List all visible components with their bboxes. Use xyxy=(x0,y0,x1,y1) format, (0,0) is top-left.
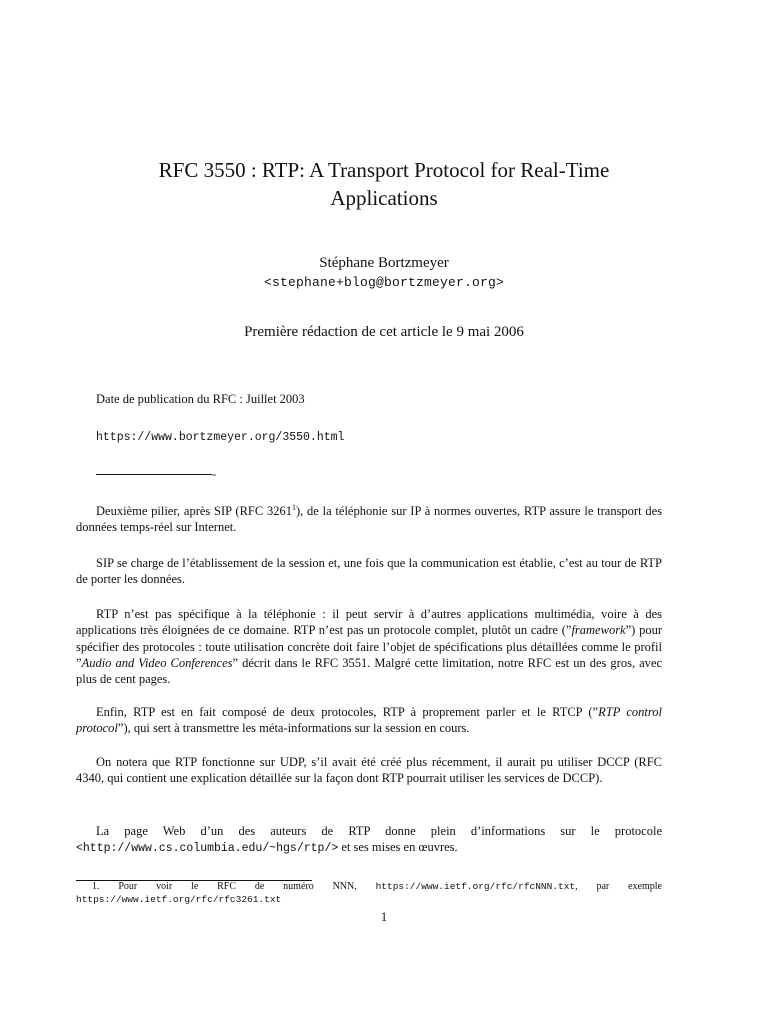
paragraph-text: RTP n’est pas spécifique à la téléphonie : il peut servir à d’autres applications multimédia, voire à des applications très éloignées de ce domaine. RTP n’est pas un protocole complet, plutôt un cadre (” xyxy=(76,607,662,638)
author-email[interactable]: <stephane+blog@bortzmeyer.org> xyxy=(263,275,505,290)
paragraph-text: et ses mises en œuvres. xyxy=(338,840,458,855)
separator-tail: - xyxy=(212,467,217,481)
author-name: Stéphane Bortzmeyer xyxy=(319,255,449,271)
title-line-2: Applications xyxy=(330,186,438,210)
footnote-ref[interactable]: 1 xyxy=(292,502,296,512)
paragraph-sip-rtp xyxy=(76,503,662,536)
paragraph-udp-dccp xyxy=(76,754,662,787)
paragraph-text: Deuxième pilier, après SIP (RFC 3261 xyxy=(96,504,292,518)
paragraph-text: ”), qui sert à transmettre les méta-informations sur la session en cours. xyxy=(117,721,470,736)
document-title xyxy=(90,156,678,212)
article-url-link[interactable]: https://www.bortzmeyer.org/3550.html xyxy=(96,431,345,444)
paragraph-web-page xyxy=(76,823,662,858)
footnote-number: 1. xyxy=(92,881,100,892)
paragraph-session xyxy=(76,555,662,588)
footnote xyxy=(76,880,662,906)
italic-term-framework: framework xyxy=(571,623,626,638)
rtp-page-link[interactable]: <http://www.cs.columbia.edu/~hgs/rtp/> xyxy=(76,842,339,856)
paragraph-text: La page Web d’un des auteurs de RTP donne plein d’informations sur le protocole xyxy=(96,824,662,838)
page-number: 1 xyxy=(380,910,388,924)
paragraph-text: Enfin, RTP est en fait composé de deux protocoles, RTP à proprement parler et le RTCP (” xyxy=(96,705,599,719)
italic-term-rtcp: RTP control protocol xyxy=(76,705,662,736)
paragraph-text: On notera que RTP fonctionne sur UDP, s’il avait été créé plus récemment, il aurait pu utiliser DCCP (RFC 4340, qui contient une explication détaillée sur la façon dont RTP pourrait utiliser les services de DCCP). xyxy=(76,755,662,786)
footnote-text: Pour voir le RFC de numéro NNN, xyxy=(99,881,376,892)
footnote-url-example[interactable]: https://www.ietf.org/rfc/rfc3261.txt xyxy=(76,894,282,905)
italic-term-profile: Audio and Video Conferences xyxy=(81,655,233,670)
separator xyxy=(96,466,216,482)
separator-line xyxy=(96,474,212,475)
footnote-url-template[interactable]: https://www.ietf.org/rfc/rfcNNN.txt xyxy=(375,881,576,892)
title-line-1: RFC 3550 : RTP: A Transport Protocol for Real-Time xyxy=(158,158,610,182)
rfc-publication-date: Date de publication du RFC : Juillet 2003 xyxy=(96,392,305,406)
paragraph-text: ), de la téléphonie sur IP à normes ouvertes, RTP assure le transport des données temps-réel sur Internet. xyxy=(76,504,663,535)
footnote-text: , par exemple xyxy=(575,881,662,892)
first-draft-date: Première rédaction de cet article le 9 mai 2006 xyxy=(244,324,524,340)
paragraph-text: SIP se charge de l’établissement de la session et, une fois que la communication est établie, c’est au tour de RTP de porter les données. xyxy=(76,556,662,587)
paragraph-text: ”) pour spécifier des protocoles : toute utilisation concrète doit faire l’objet de spécifications plus détaillées comme le profil ” xyxy=(76,623,663,670)
paragraph-rtcp xyxy=(76,704,662,737)
paragraph-text: ” décrit dans le RFC 3551. Malgré cette limitation, notre RFC est un des gros, avec plus de cent pages. xyxy=(76,655,662,687)
paragraph-framework xyxy=(76,606,662,687)
